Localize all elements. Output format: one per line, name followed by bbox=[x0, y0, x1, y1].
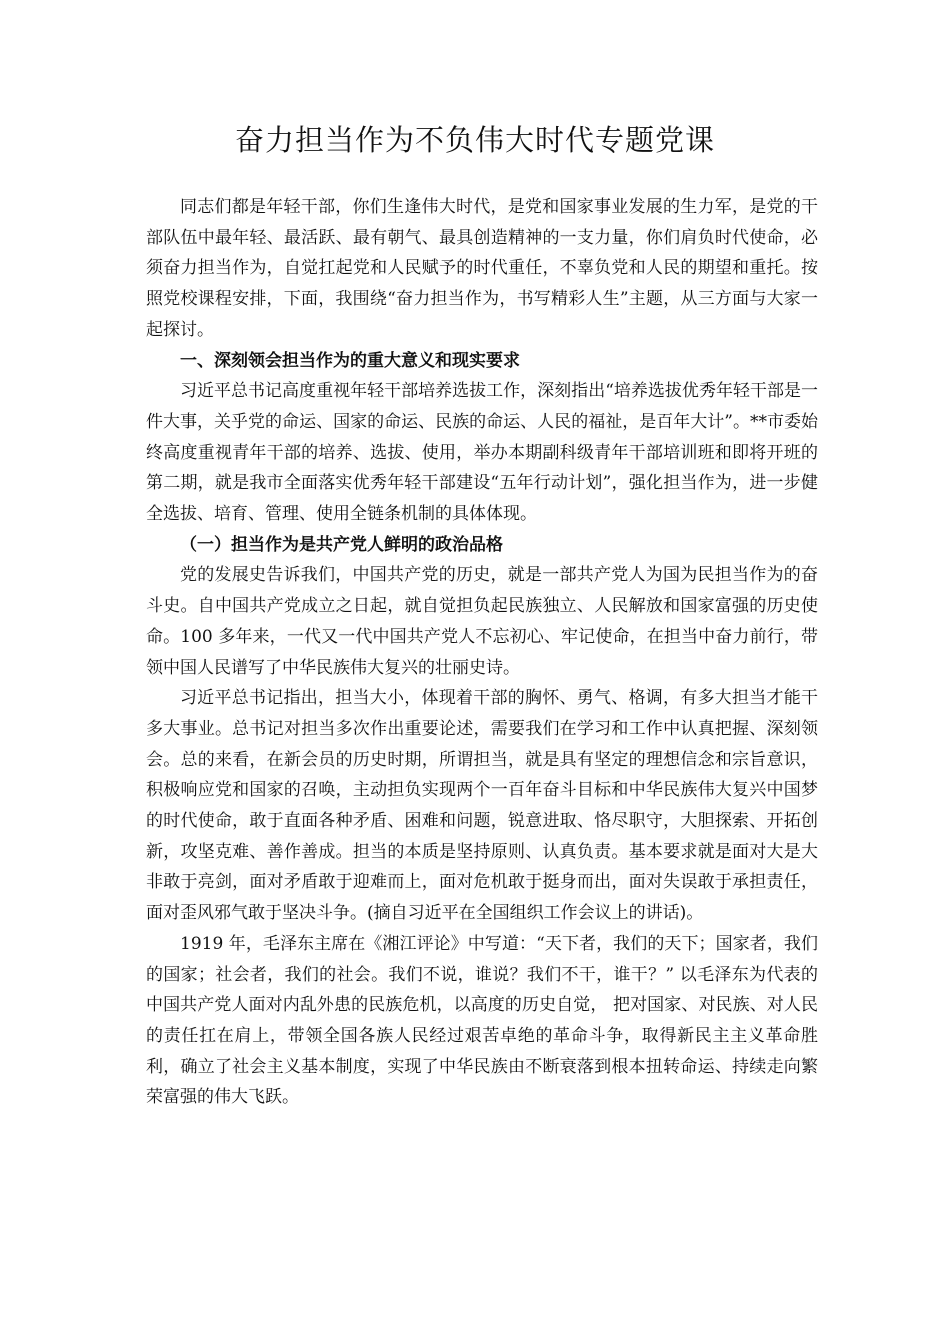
body-paragraph: 习近平总书记高度重视年轻干部培养选拔工作，深刻指出“培养选拔优秀年轻干部是一件大事，关乎党的命运、国家的命运、民族的命运、人民的福祉，是百年大计”。**市委始终高度重视青年干部的培养、选拔、使用，举办本期副科级青年干部培训班和即将开班的第二期，就是我市全面落实优秀年轻干部建设“五年行动计划”，强化担当作为，进一步健全选拔、培育、管理、使用全链条机制的具体体现。 bbox=[146, 381, 818, 525]
body-paragraph: 1919 年，毛泽东主席在《湘江评论》中写道：“天下者，我们的天下；国家者，我们的国家；社会者，我们的社会。我们不说，谁说？我们不干，谁干？” 以毛泽东为代表的中国共产党人面对内乱外患的民族危机，以高度的历史自觉， 把对国家、对民族、对人民的责任扛在肩上，带领全国各族人民经过艰苦卓绝的革命斗争，取得新民主主义革命胜利，确立了社会主义基本制度，实现了中华民族由不断衰落到根本扭转命运、持续走向繁荣富强的伟大飞跃。 bbox=[146, 933, 818, 1108]
document-title: 奋力担当作为不负伟大时代专题党课 bbox=[234, 123, 715, 157]
section-heading-1: 一、深刻领会担当作为的重大意义和现实要求 bbox=[180, 350, 520, 371]
body-paragraph: 习近平总书记指出，担当大小，体现着干部的胸怀、勇气、格调，有多大担当才能干多大事业。总书记对担当多次作出重要论述，需要我们在学习和工作中认真把握、深刻领会。总的来看，在新会员的历史时期，所谓担当，就是具有坚定的理想信念和宗旨意识，积极响应党和国家的召唤，主动担负实现两个一百年奋斗目标和中华民族伟大复兴中国梦的时代使命，敢于直面各种矛盾、困难和问题，锐意进取、恪尽职守，大胆探索、开拓创新，攻坚克难、善作善成。担当的本质是坚持原则、认真负责。基本要求就是面对大是大非敢于亮剑，面对矛盾敢于迎难而上，面对危机敢于挺身而出，面对失误敢于承担责任，面对歪风邪气敢于坚决斗争。(摘自习近平在全国组织工作会议上的讲话)。 bbox=[146, 688, 818, 924]
subsection-heading-1: （一）担当作为是共产党人鲜明的政治品格 bbox=[180, 534, 503, 555]
document-body bbox=[146, 192, 818, 1113]
body-paragraph: 党的发展史告诉我们，中国共产党的历史，就是一部共产党人为国为民担当作为的奋斗史。自中国共产党成立之日起，就自觉担负起民族独立、人民解放和国家富强的历史使命。100 多年来，一代又一代中国共产党人不忘初心、牢记使命，在担当中奋力前行，带领中国人民谱写了中华民族伟大复兴的壮丽史诗。 bbox=[146, 565, 818, 678]
intro-paragraph: 同志们都是年轻干部，你们生逢伟大时代，是党和国家事业发展的生力军，是党的干部队伍中最年轻、最活跃、最有朝气、最具创造精神的一支力量，你们肩负时代使命，必须奋力担当作为，自觉扛起党和人民赋予的时代重任，不辜负党和人民的期望和重托。按照党校课程安排，下面，我围绕“奋力担当作为，书写精彩人生”主题，从三方面与大家一起探讨。 bbox=[146, 197, 818, 340]
